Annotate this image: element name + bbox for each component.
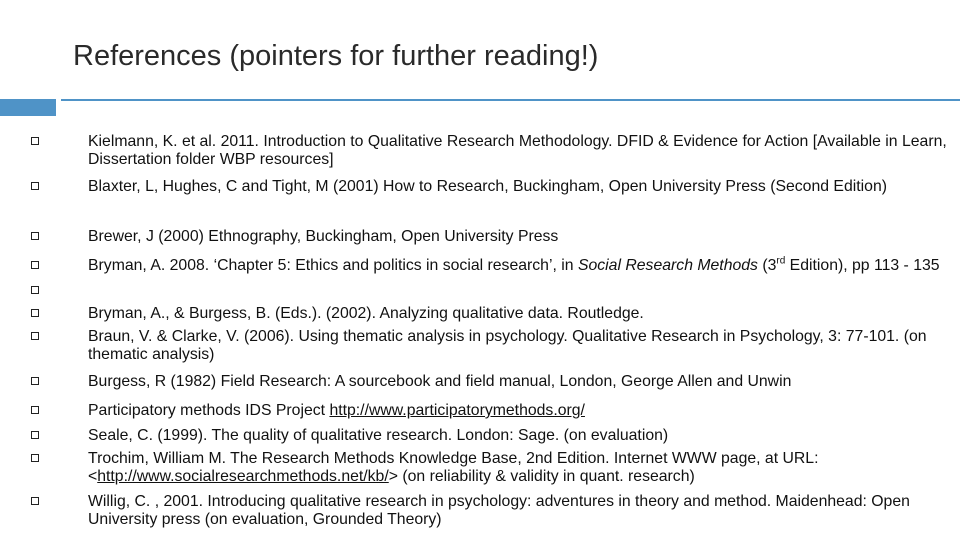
square-bullet-icon bbox=[31, 261, 39, 269]
reference-text: Bryman, A. 2008. ‘Chapter 5: Ethics and politics in social research’, in bbox=[88, 257, 578, 274]
ordinal-suffix: rd bbox=[776, 255, 786, 267]
reference-item bbox=[88, 328, 948, 364]
square-bullet-icon bbox=[31, 232, 39, 240]
participatory-methods-link[interactable]: http://www.participatorymethods.org/ bbox=[329, 402, 585, 419]
reference-item bbox=[88, 257, 948, 275]
reference-text: (3 bbox=[757, 257, 777, 274]
reference-item bbox=[88, 133, 948, 169]
square-bullet-icon bbox=[31, 137, 39, 145]
square-bullet-icon bbox=[31, 377, 39, 385]
reference-text: Braun, V. & Clarke, V. (2006). Using thematic analysis in psychology. Qualitative Research in Psychology, 3: 77-101. (on thematic analysis) bbox=[88, 328, 927, 363]
reference-item bbox=[88, 402, 948, 420]
reference-text: Participatory methods IDS Project bbox=[88, 402, 330, 419]
reference-item bbox=[88, 373, 948, 391]
reference-text: Willig, C. , 2001. Introducing qualitative research in psychology: adventures in theory and method. Maidenhead: Open University press (on evaluation, Grounded Theory) bbox=[88, 493, 910, 528]
reference-text: Bryman, A., & Burgess, B. (Eds.). (2002). Analyzing qualitative data. Routledge. bbox=[88, 305, 644, 322]
square-bullet-icon bbox=[31, 406, 39, 414]
square-bullet-icon bbox=[31, 286, 39, 294]
reference-item bbox=[88, 228, 948, 246]
square-bullet-icon bbox=[31, 431, 39, 439]
square-bullet-icon bbox=[31, 454, 39, 462]
square-bullet-icon bbox=[31, 182, 39, 190]
book-title: Social Research Methods bbox=[577, 257, 758, 274]
reference-text: Burgess, R (1982) Field Research: A sourcebook and field manual, London, George Allen and Unwin bbox=[88, 373, 792, 390]
reference-item bbox=[88, 450, 948, 486]
reference-item bbox=[88, 178, 948, 196]
reference-item bbox=[88, 305, 948, 323]
slide-title: References (pointers for further reading!) bbox=[73, 40, 599, 72]
reference-item bbox=[88, 493, 948, 529]
reference-text: Trochim, William M. The Research Methods Knowledge Base, 2nd Edition. Internet WWW page, at URL: < bbox=[88, 450, 819, 485]
square-bullet-icon bbox=[31, 497, 39, 505]
reference-text: Seale, C. (1999). The quality of qualitative research. London: Sage. (on evaluation) bbox=[88, 427, 669, 444]
reference-text: Brewer, J (2000) Ethnography, Buckingham, Open University Press bbox=[88, 228, 559, 245]
square-bullet-icon bbox=[31, 332, 39, 340]
reference-text: Blaxter, L, Hughes, C and Tight, M (2001) How to Research, Buckingham, Open University Press (Second Edition) bbox=[88, 178, 887, 195]
reference-text: Edition), pp 113 - 135 bbox=[785, 257, 940, 274]
square-bullet-icon bbox=[31, 309, 39, 317]
reference-text: > (on reliability & validity in quant. research) bbox=[388, 468, 695, 485]
reference-text: Kielmann, K. et al. 2011. Introduction to Qualitative Research Methodology. DFID & Evidence for Action [Available in Learn, Dissertation folder WBP resources] bbox=[88, 133, 947, 168]
reference-item bbox=[88, 427, 948, 445]
research-methods-kb-link[interactable]: http://www.socialresearchmethods.net/kb/ bbox=[97, 468, 389, 485]
